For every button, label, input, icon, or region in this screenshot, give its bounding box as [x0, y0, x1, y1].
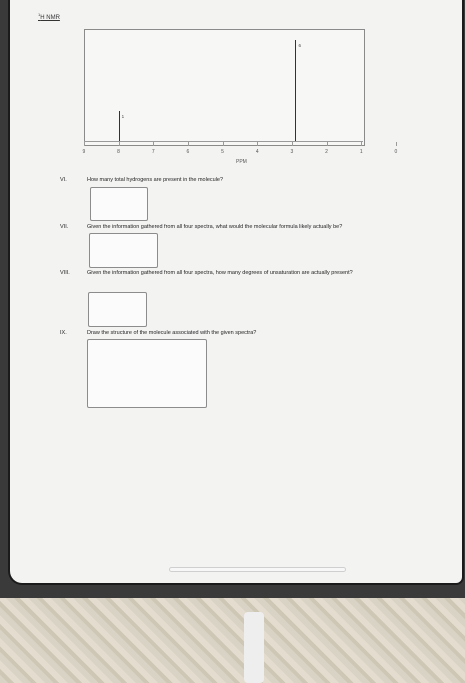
- peak-integration-label: 1: [121, 114, 125, 120]
- spectrum-peak: [119, 111, 120, 141]
- answer-box-viii[interactable]: [88, 292, 147, 327]
- x-tick-label: 5: [221, 149, 224, 155]
- x-tick-label: 1: [359, 149, 363, 155]
- answer-box-ix[interactable]: [87, 339, 207, 408]
- spectrum-peak: [295, 40, 296, 141]
- question-text: Draw the structure of the molecule associated with the given spectra?: [87, 330, 257, 336]
- charging-cable: [244, 612, 264, 683]
- question-text: Given the information gathered from all four spectra, how many degrees of unsaturation are actually present?: [87, 270, 353, 276]
- x-tick-label: 6: [186, 149, 190, 155]
- x-tick-label: 9: [82, 149, 86, 155]
- question-number: IX.: [60, 330, 67, 336]
- question-text: How many total hydrogens are present in the molecule?: [87, 177, 224, 183]
- x-tick: [396, 142, 397, 146]
- x-tick: [153, 142, 154, 146]
- home-indicator[interactable]: [170, 568, 345, 571]
- section-title: $^1$H NMR: [38, 12, 60, 21]
- x-tick: [257, 142, 258, 146]
- x-tick-label: 4: [255, 149, 259, 155]
- x-axis-title: PPM: [236, 159, 247, 165]
- x-tick: [84, 142, 85, 146]
- question-number: VI.: [60, 177, 67, 183]
- fabric-surface: [0, 598, 465, 683]
- x-tick: [223, 142, 224, 146]
- x-tick-label: 8: [117, 149, 120, 155]
- x-tick: [292, 142, 293, 146]
- nmr-spectrum-plot: [84, 29, 365, 146]
- question-number: VIII.: [60, 270, 70, 276]
- question-text: Given the information gathered from all four spectra, what would the molecular formula likely actually be?: [87, 224, 343, 230]
- x-tick: [361, 142, 362, 146]
- x-tick: [327, 142, 328, 146]
- x-tick-label: 3: [290, 149, 294, 155]
- answer-box-vi[interactable]: [90, 187, 148, 221]
- x-tick: [188, 142, 189, 146]
- answer-box-vii[interactable]: [89, 233, 158, 268]
- question-number: VII.: [60, 224, 69, 230]
- peak-integration-label: 6: [298, 42, 301, 48]
- x-tick-label: 0: [394, 149, 398, 155]
- x-tick-label: 7: [151, 149, 155, 155]
- x-tick: [119, 142, 120, 146]
- x-tick-label: 2: [325, 149, 328, 155]
